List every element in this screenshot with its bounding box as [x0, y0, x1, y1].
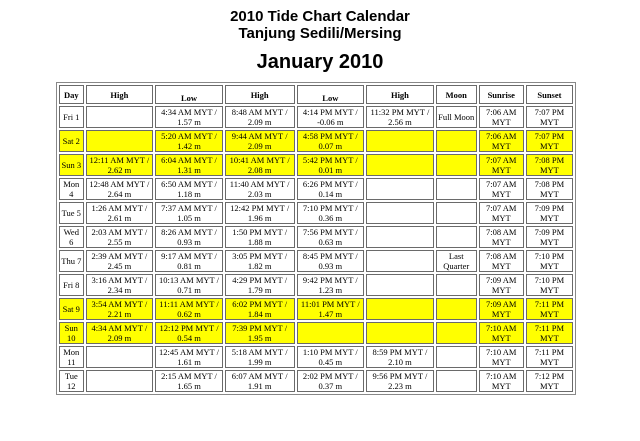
high-tide-2-cell: 12:42 PM MYT / 1.96 m — [225, 202, 295, 224]
high-tide-3-cell — [366, 274, 434, 296]
moon-phase-cell — [436, 322, 477, 344]
sunrise-cell: 7:10 AM MYT — [479, 346, 524, 368]
high-tide-2-cell: 1:50 PM MYT / 1.88 m — [225, 226, 295, 248]
header-moon: Moon — [436, 85, 477, 104]
high-tide-3-cell: 9:56 PM MYT / 2.23 m — [366, 370, 434, 392]
header-sunrise: Sunrise — [479, 85, 524, 104]
high-tide-2-cell: 3:05 PM MYT / 1.82 m — [225, 250, 295, 272]
low-tide-1-cell: 11:11 AM MYT / 0.62 m — [155, 298, 223, 320]
high-tide-2-cell: 6:02 PM MYT / 1.84 m — [225, 298, 295, 320]
sunset-cell: 7:07 PM MYT — [526, 130, 573, 152]
high-tide-1-cell — [86, 370, 154, 392]
day-cell: Tue 5 — [59, 202, 84, 224]
moon-phase-cell — [436, 274, 477, 296]
low-tide-2-cell: 7:56 PM MYT / 0.63 m — [297, 226, 365, 248]
high-tide-3-cell — [366, 298, 434, 320]
header-high-2: High — [225, 85, 295, 104]
sunrise-cell: 7:09 AM MYT — [479, 298, 524, 320]
table-row — [59, 202, 573, 224]
sunrise-cell: 7:06 AM MYT — [479, 130, 524, 152]
table-row — [59, 226, 573, 248]
sunrise-cell: 7:08 AM MYT — [479, 226, 524, 248]
high-tide-3-cell — [366, 250, 434, 272]
low-tide-1-cell: 6:04 AM MYT / 1.31 m — [155, 154, 223, 176]
moon-phase-cell — [436, 154, 477, 176]
low-tide-1-cell: 4:34 AM MYT / 1.57 m — [155, 106, 223, 128]
sunset-cell: 7:08 PM MYT — [526, 178, 573, 200]
high-tide-2-cell: 11:40 AM MYT / 2.03 m — [225, 178, 295, 200]
table-row — [59, 250, 573, 272]
moon-phase-cell: Full Moon — [436, 106, 477, 128]
high-tide-2-cell: 7:39 PM MYT / 1.95 m — [225, 322, 295, 344]
day-cell: Mon 11 — [59, 346, 84, 368]
day-cell: Sun 10 — [59, 322, 84, 344]
high-tide-1-cell — [86, 106, 154, 128]
high-tide-1-cell: 3:54 AM MYT / 2.21 m — [86, 298, 154, 320]
moon-phase-cell — [436, 178, 477, 200]
sunset-cell: 7:07 PM MYT — [526, 106, 573, 128]
header-low-2: Low — [297, 85, 365, 104]
header-day: Day — [59, 85, 84, 104]
low-tide-1-cell: 2:15 AM MYT / 1.65 m — [155, 370, 223, 392]
sunrise-cell: 7:07 AM MYT — [479, 154, 524, 176]
moon-phase-cell — [436, 226, 477, 248]
sunrise-cell: 7:10 AM MYT — [479, 370, 524, 392]
high-tide-1-cell — [86, 130, 154, 152]
table-row — [59, 346, 573, 368]
low-tide-2-cell: 6:26 PM MYT / 0.14 m — [297, 178, 365, 200]
table-row — [59, 178, 573, 200]
day-cell: Sat 9 — [59, 298, 84, 320]
high-tide-1-cell: 4:34 AM MYT / 2.09 m — [86, 322, 154, 344]
high-tide-2-cell: 9:44 AM MYT / 2.09 m — [225, 130, 295, 152]
moon-phase-cell — [436, 130, 477, 152]
tide-table-body — [59, 106, 573, 392]
sunrise-cell: 7:08 AM MYT — [479, 250, 524, 272]
moon-phase-cell — [436, 370, 477, 392]
high-tide-3-cell — [366, 202, 434, 224]
high-tide-1-cell: 2:39 AM MYT / 2.45 m — [86, 250, 154, 272]
sunset-cell: 7:10 PM MYT — [526, 250, 573, 272]
high-tide-2-cell: 10:41 AM MYT / 2.08 m — [225, 154, 295, 176]
tide-table — [56, 82, 576, 395]
high-tide-3-cell — [366, 130, 434, 152]
high-tide-3-cell: 8:59 PM MYT / 2.10 m — [366, 346, 434, 368]
low-tide-2-cell: 4:58 PM MYT / 0.07 m — [297, 130, 365, 152]
sunrise-cell: 7:10 AM MYT — [479, 322, 524, 344]
day-cell: Mon 4 — [59, 178, 84, 200]
low-tide-1-cell: 12:12 PM MYT / 0.54 m — [155, 322, 223, 344]
low-tide-1-cell: 8:26 AM MYT / 0.93 m — [155, 226, 223, 248]
header-sunset: Sunset — [526, 85, 573, 104]
low-tide-1-cell: 12:45 AM MYT / 1.61 m — [155, 346, 223, 368]
sunrise-cell: 7:07 AM MYT — [479, 202, 524, 224]
high-tide-1-cell: 1:26 AM MYT / 2.61 m — [86, 202, 154, 224]
moon-phase-cell — [436, 298, 477, 320]
low-tide-2-cell: 11:01 PM MYT / 1.47 m — [297, 298, 365, 320]
header-row — [59, 85, 573, 104]
high-tide-2-cell: 5:18 AM MYT / 1.99 m — [225, 346, 295, 368]
sunset-cell: 7:11 PM MYT — [526, 346, 573, 368]
high-tide-1-cell: 2:03 AM MYT / 2.55 m — [86, 226, 154, 248]
month-title: January 2010 — [256, 51, 384, 73]
high-tide-1-cell: 12:48 AM MYT / 2.64 m — [86, 178, 154, 200]
high-tide-3-cell — [366, 226, 434, 248]
table-row — [59, 106, 573, 128]
low-tide-2-cell: 7:10 PM MYT / 0.36 m — [297, 202, 365, 224]
day-cell: Sat 2 — [59, 130, 84, 152]
header-high-3: High — [366, 85, 434, 104]
sunset-cell: 7:09 PM MYT — [526, 202, 573, 224]
low-tide-2-cell: 4:14 PM MYT / -0.06 m — [297, 106, 365, 128]
sunrise-cell: 7:06 AM MYT — [479, 106, 524, 128]
sunset-cell: 7:10 PM MYT — [526, 274, 573, 296]
high-tide-1-cell — [86, 346, 154, 368]
table-row — [59, 130, 573, 152]
sunset-cell: 7:12 PM MYT — [526, 370, 573, 392]
day-cell: Fri 1 — [59, 106, 84, 128]
high-tide-2-cell: 8:48 AM MYT / 2.09 m — [225, 106, 295, 128]
day-cell: Tue 12 — [59, 370, 84, 392]
table-row — [59, 322, 573, 344]
sunset-cell: 7:11 PM MYT — [526, 322, 573, 344]
table-row — [59, 298, 573, 320]
day-cell: Sun 3 — [59, 154, 84, 176]
low-tide-2-cell — [297, 322, 365, 344]
high-tide-3-cell: 11:32 PM MYT / 2.56 m — [366, 106, 434, 128]
moon-phase-cell: Last Quarter — [436, 250, 477, 272]
calendar-title: 2010 Tide Chart Calendar — [230, 8, 410, 25]
low-tide-1-cell: 9:17 AM MYT / 0.81 m — [155, 250, 223, 272]
table-row — [59, 274, 573, 296]
sunset-cell: 7:08 PM MYT — [526, 154, 573, 176]
low-tide-1-cell: 5:20 AM MYT / 1.42 m — [155, 130, 223, 152]
high-tide-1-cell: 3:16 AM MYT / 2.34 m — [86, 274, 154, 296]
high-tide-1-cell: 12:11 AM MYT / 2.62 m — [86, 154, 154, 176]
low-tide-1-cell: 7:37 AM MYT / 1.05 m — [155, 202, 223, 224]
low-tide-1-cell: 10:13 AM MYT / 0.71 m — [155, 274, 223, 296]
header-high-1: High — [86, 85, 154, 104]
high-tide-3-cell — [366, 178, 434, 200]
high-tide-2-cell: 6:07 AM MYT / 1.91 m — [225, 370, 295, 392]
header-low-1: Low — [155, 85, 223, 104]
table-row — [59, 154, 573, 176]
moon-phase-cell — [436, 202, 477, 224]
low-tide-2-cell: 1:10 PM MYT / 0.45 m — [297, 346, 365, 368]
day-cell: Thu 7 — [59, 250, 84, 272]
high-tide-3-cell — [366, 322, 434, 344]
sunset-cell: 7:11 PM MYT — [526, 298, 573, 320]
low-tide-2-cell: 5:42 PM MYT / 0.01 m — [297, 154, 365, 176]
day-cell: Fri 8 — [59, 274, 84, 296]
day-cell: Wed 6 — [59, 226, 84, 248]
sunset-cell: 7:09 PM MYT — [526, 226, 573, 248]
low-tide-2-cell: 8:45 PM MYT / 0.93 m — [297, 250, 365, 272]
sunrise-cell: 7:09 AM MYT — [479, 274, 524, 296]
moon-phase-cell — [436, 346, 477, 368]
low-tide-2-cell: 2:02 PM MYT / 0.37 m — [297, 370, 365, 392]
table-row — [59, 370, 573, 392]
high-tide-3-cell — [366, 154, 434, 176]
location-title: Tanjung Sedili/Mersing — [238, 25, 402, 42]
high-tide-2-cell: 4:29 PM MYT / 1.79 m — [225, 274, 295, 296]
sunrise-cell: 7:07 AM MYT — [479, 178, 524, 200]
low-tide-1-cell: 6:50 AM MYT / 1.18 m — [155, 178, 223, 200]
low-tide-2-cell: 9:42 PM MYT / 1.23 m — [297, 274, 365, 296]
